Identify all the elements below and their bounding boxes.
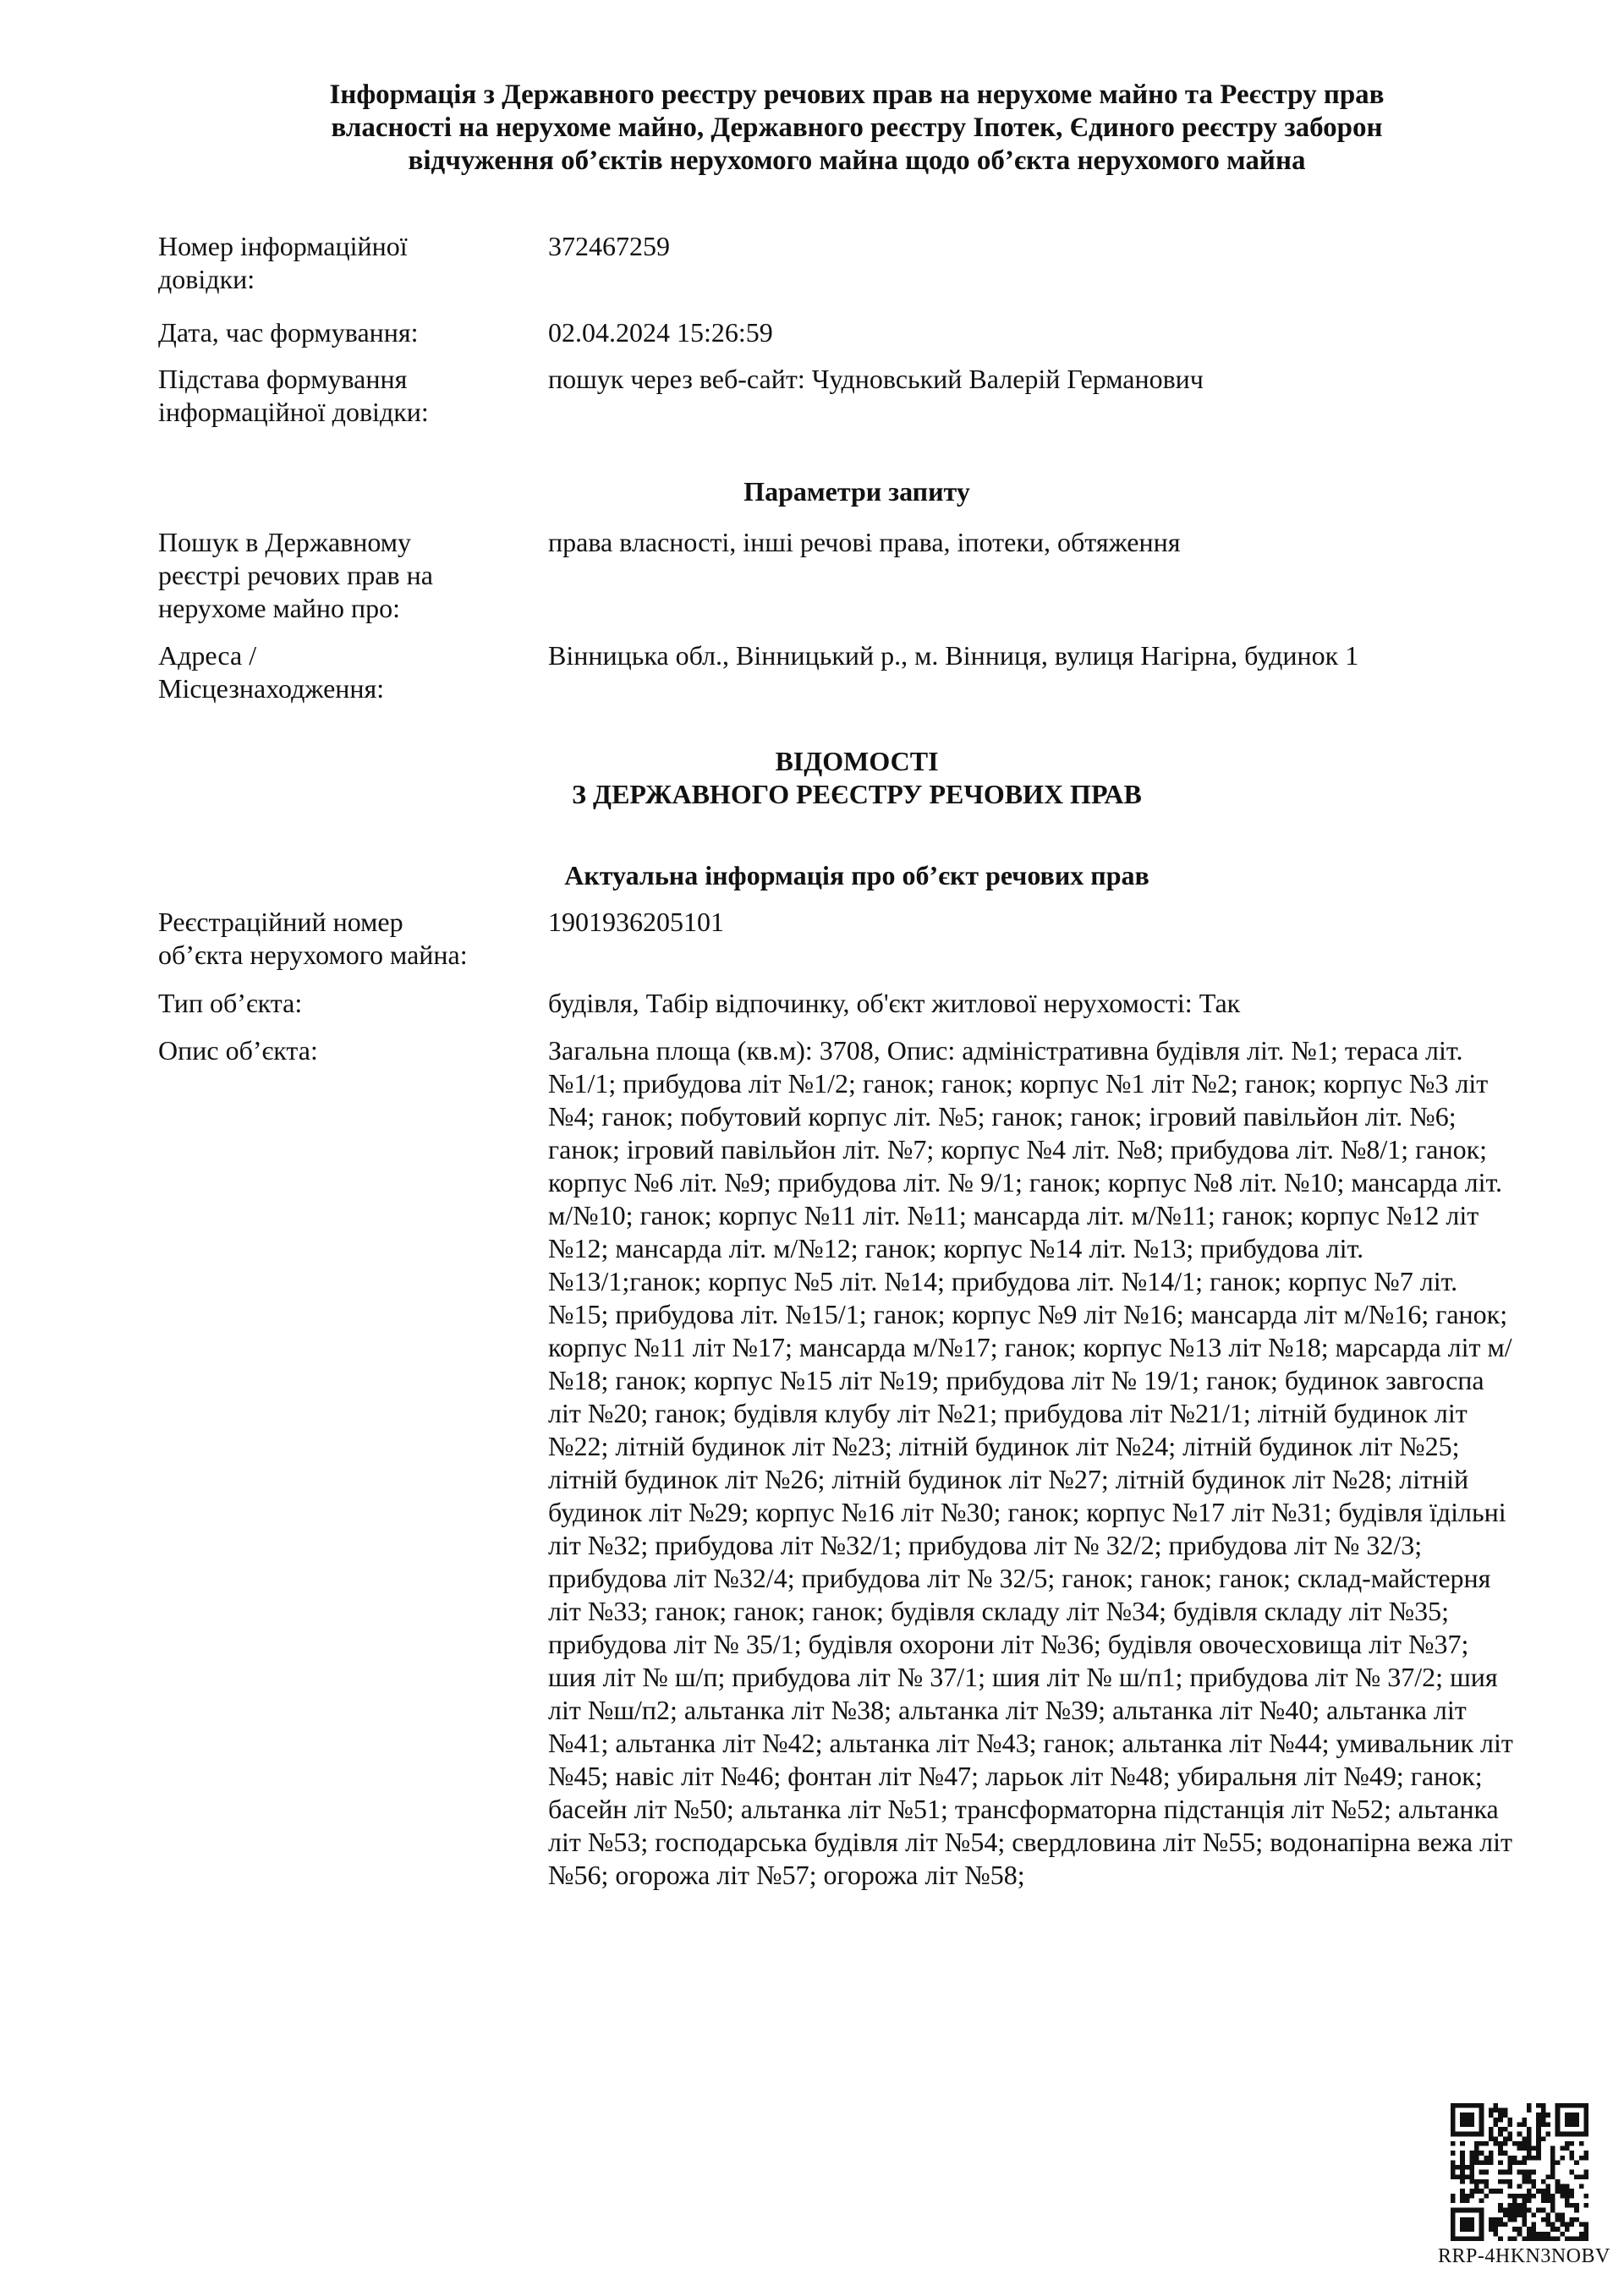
- field-row-registration-number: [158, 906, 1516, 972]
- document-title-line: власності на нерухоме майно, Державного реєстру Іпотек, Єдиного реєстру заборон: [331, 112, 1383, 143]
- field-row-formation-basis: [158, 363, 1516, 429]
- field-label: Підстава формування інформаційної довідки:: [158, 364, 429, 427]
- field-label: Дата, час формування:: [158, 317, 419, 348]
- field-label: Номер інформаційної довідки:: [158, 231, 408, 294]
- field-row-certificate-number: [158, 230, 1516, 296]
- document-title-line: відчуження об’єктів нерухомого майна щодо об’єкта нерухомого майна: [408, 145, 1306, 176]
- field-value: Загальна площа (кв.м): 3708, Опис: адміністративна будівля літ. №1; тераса літ. №1/1; прибудова літ №1/2; ганок; ганок; корпус №1 літ №2; ганок; корпус №3 літ №4; ганок; побутовий корпус літ. №5; ганок; ганок; ігровий павільйон літ. №6; ганок; ігровий павільйон літ. №7; корпус №4 літ. №8; прибудова літ. №8/1; ганок; корпус №6 літ. №9; прибудова літ. № 9/1; ганок; корпус №8 літ. №10; мансарда літ. м/№10; ганок; корпус №11 літ. №11; мансарда літ. м/№11; ганок; корпус №12 літ №12; мансарда літ. м/№12; ганок; корпус №14 літ. №13; прибудова літ. №13/1;ганок; корпус №5 літ. №14; прибудова літ. №14/1; ганок; корпус №7 літ. №15; прибудова літ. №15/1; ганок; корпус №9 літ №16; мансарда літ м/№16; ганок; корпус №11 літ №17; мансарда м/№17; ганок; корпус №13 літ №18; марсарда літ м/№18; ганок; корпус №15 літ №19; прибудова літ № 19/1; ганок; будинок завгоспа літ №20; ганок; будівля клубу літ №21; прибудова літ №21/1; літній будинок літ №22; літній будинок літ №23; літній будинок літ №24; літній будинок літ №25; літній будинок літ №26; літній будинок літ №27; літній будинок літ №28; літній будинок літ №29; корпус №16 літ №30; ганок; корпус №17 літ №31; будівля їдільні літ №32; прибудова літ №32/1; прибудова літ № 32/2; прибудова літ № 32/3; прибудова літ №32/4; прибудова літ № 32/5; ганок; ганок; ганок; склад-майстерня літ №33; ганок; ганок; ганок; будівля складу літ №34; будівля складу літ №35; прибудова літ № 35/1; будівля охорони літ №36; будівля овочесховища літ №37; шия літ № ш/п; прибудова літ № 37/1; шия літ № ш/п1; прибудова літ № 37/2; шия літ №ш/п2; альтанка літ №38; альтанка літ №39; альтанка літ №40; альтанка літ №41; альтанка літ №42; альтанка літ №43; ганок; альтанка літ №44; умивальник літ №45; навіс літ №46; фонтан літ №47; ларьок літ №48; убиральня літ №49; ганок; басейн літ №50; альтанка літ №51; трансформаторна підстанція літ №52; альтанка літ №53; господарська будівля літ №54; свердловина літ №55; водонапірна вежа літ №56; огорожа літ №57; огорожа літ №58;: [548, 1035, 1513, 1890]
- field-value: права власності, інші речові права, іпотеки, обтяження: [548, 527, 1181, 557]
- document-code: RRP-4HKN3NOBV: [1438, 2245, 1610, 2267]
- section-heading-register-info: [195, 745, 1519, 811]
- field-row-object-description: [158, 1034, 1516, 1892]
- section-heading-query-params: Параметри запиту: [743, 476, 970, 507]
- document-title: [195, 79, 1519, 178]
- section-heading-line: ВІДОМОСТІ: [775, 746, 939, 776]
- field-label: Реєстраційний номер об’єкта нерухомого майна:: [158, 907, 468, 970]
- field-row-object-type: [158, 987, 1516, 1020]
- document-verification-block: [1438, 2103, 1610, 2267]
- section-heading-line: З ДЕРЖАВНОГО РЕЄСТРУ РЕЧОВИХ ПРАВ: [572, 779, 1142, 809]
- section-subheading-actual-info: Актуальна інформація про об’єкт речових прав: [564, 860, 1149, 890]
- field-value: 372467259: [548, 231, 670, 261]
- field-label: Опис об’єкта:: [158, 1035, 318, 1066]
- field-value: Вінницька обл., Вінницький р., м. Вінниця, вулиця Нагірна, будинок 1: [548, 640, 1359, 671]
- field-value: будівля, Табір відпочинку, об'єкт житлової нерухомості: Так: [548, 988, 1241, 1018]
- field-label: Тип об’єкта:: [158, 988, 303, 1018]
- field-row-formation-datetime: [158, 316, 1516, 349]
- document-title-line: Інформація з Державного реєстру речових прав на нерухоме майно та Реєстру прав: [329, 79, 1385, 110]
- field-label: Пошук в Державному реєстрі речових прав на нерухоме майно про:: [158, 527, 433, 623]
- field-value: 1901936205101: [548, 907, 724, 937]
- field-label: Адреса / Місцезнаходження:: [158, 640, 385, 704]
- field-value: пошук через веб-сайт: Чудновський Валерій Германович: [548, 364, 1204, 394]
- field-row-search-scope: [158, 526, 1516, 625]
- field-row-address: [158, 639, 1516, 705]
- field-value: 02.04.2024 15:26:59: [548, 317, 773, 348]
- qr-code-icon: [1451, 2103, 1588, 2241]
